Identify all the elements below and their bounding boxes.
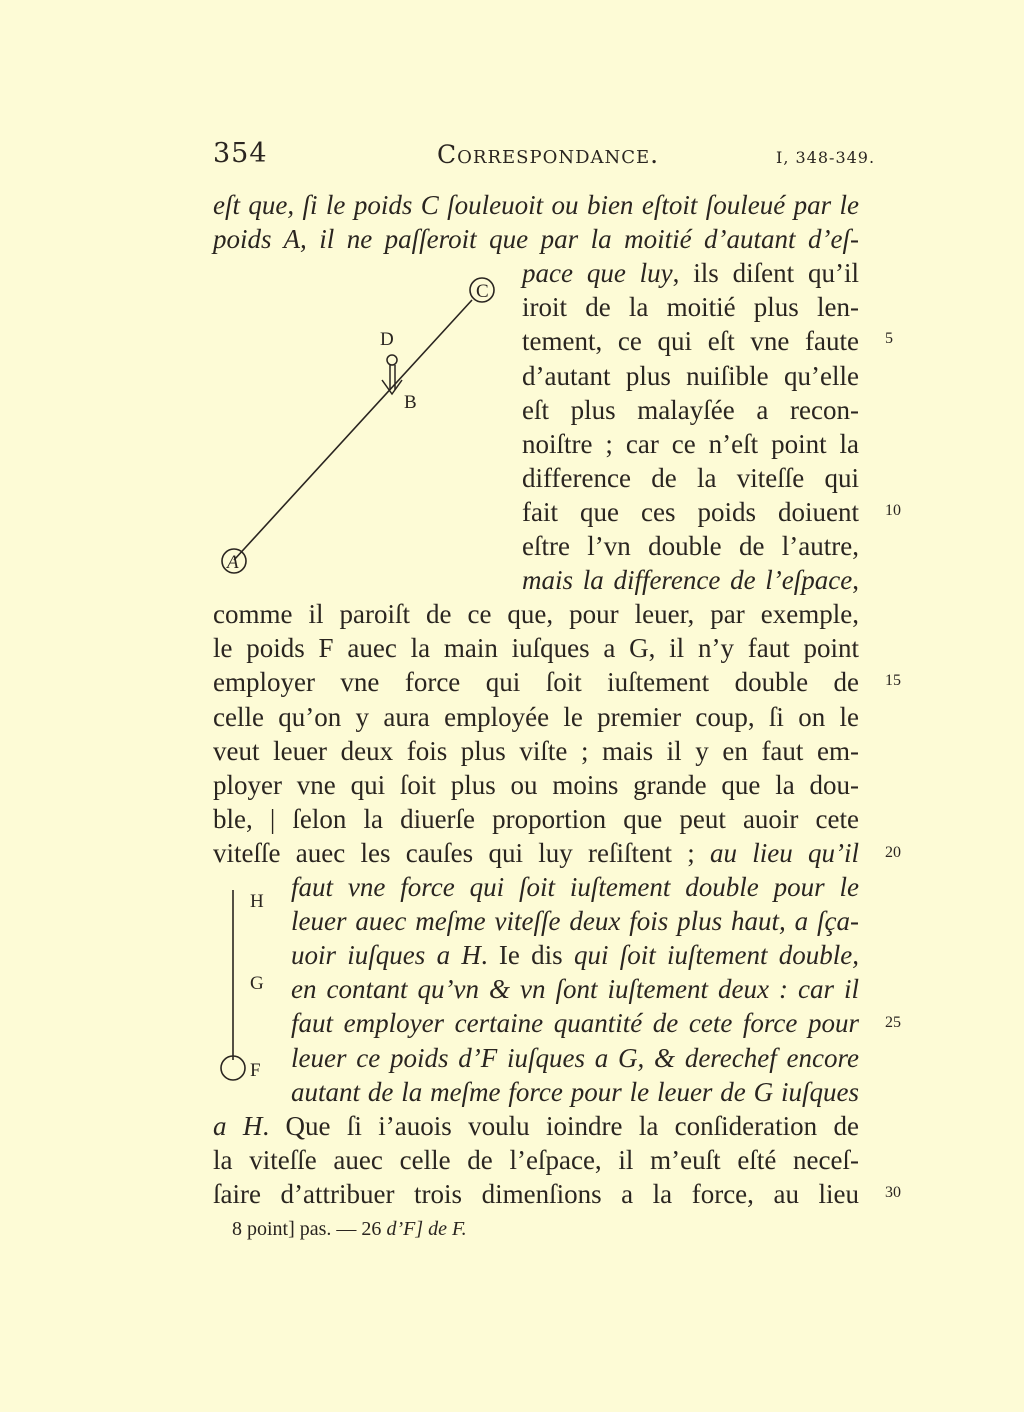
label-a: A <box>227 552 239 573</box>
text-segment: , ils diſent qu’il <box>672 258 860 288</box>
text-line <box>213 802 859 836</box>
text-segment: comme il paroiſt de ce que, pour leuer, par exemple, <box>213 599 859 629</box>
text-line <box>522 563 859 597</box>
text-segment: eſt que, ſi le poids C ſouleuoit ou bien eſtoit ſouleué par le <box>213 190 859 220</box>
text-segment: tement, ce qui eſt vne faute <box>522 326 859 356</box>
text-line <box>522 359 859 393</box>
text-line <box>213 836 859 870</box>
text-line <box>291 1075 859 1109</box>
text-segment: autant de la meſme force pour le leuer de G iuſques <box>291 1077 859 1107</box>
text-segment: f encore <box>769 1043 859 1073</box>
text-segment: ble, | ſelon la diuerſe proportion que peut auoir cete <box>213 804 859 834</box>
text-segment: la viteſſe auec celle de l’eſpace, il m’euſt eſté neceſ- <box>213 1145 859 1175</box>
lever-line <box>234 300 472 560</box>
text-line <box>213 768 859 802</box>
text-segment: leuer ce poids d’F iuſques a G, & dereche <box>291 1043 770 1073</box>
text-segment: leuer auec meſme viteſſe deux fois plus haut, a ſça- <box>291 906 859 936</box>
text-segment: qui ſoit iuſtement double, <box>573 940 859 970</box>
text-segment: le poids F auec la main iuſques a G, il n’y faut point <box>213 633 859 663</box>
text-line <box>291 904 859 938</box>
text-line <box>213 188 859 222</box>
text-line <box>522 256 859 290</box>
label-c: C <box>476 281 489 302</box>
text-segment: . Ie dis <box>480 940 574 970</box>
text-segment: faut employer certaine quantité de cete force pour <box>291 1008 859 1038</box>
text-segment: a H <box>213 1111 263 1141</box>
lever-diagram <box>210 270 510 590</box>
text-line <box>522 427 859 461</box>
text-segment: . Que ſi i’auois voulu ioindre la conſideration de <box>262 1111 859 1141</box>
text-line <box>213 665 859 699</box>
line-number-25: 25 <box>885 1014 901 1031</box>
text-segment: viteſſe auec les cauſes qui luy reſiſtent ; <box>213 838 710 868</box>
text-line <box>522 290 859 324</box>
text-segment: en contant qu’vn & vn ſont iuſtement deux : car il <box>291 974 859 1004</box>
text-line <box>522 324 859 358</box>
line-number-15: 15 <box>885 672 901 689</box>
line-number-5: 5 <box>885 330 893 347</box>
text-segment: fait que ces poids doiuent <box>522 497 859 527</box>
footnote-plain: 8 point] pas. — 26 <box>232 1218 387 1240</box>
text-line <box>213 1109 859 1143</box>
text-segment: d’autant plus nuiſible qu’elle <box>522 361 859 391</box>
text-segment: poids A, il ne paſſeroit que par la moitié d’autant d’eſ- <box>213 224 859 254</box>
text-segment: noiſtre ; car ce n’eſt point la <box>522 429 859 459</box>
running-title: Correspondance. <box>437 140 660 169</box>
text-line <box>291 870 859 904</box>
text-segment: mais la difference de l’eſpace <box>522 565 853 595</box>
text-line <box>291 1006 859 1040</box>
text-segment: employer vne force qui ſoit iuſtement double de <box>213 667 859 697</box>
text-line <box>213 222 859 256</box>
line-number-20: 20 <box>885 844 901 861</box>
text-segment: celle qu’on y aura employée le premier coup, ſi on le <box>213 702 859 732</box>
footnote-italic: d’F] de F. <box>386 1218 467 1240</box>
text-line <box>213 734 859 768</box>
text-segment: difference de la viteſſe qui <box>522 463 859 493</box>
text-segment: au lieu qu’il <box>709 838 859 868</box>
label-h: H <box>250 891 264 912</box>
text-segment: uoir iuſques a H <box>291 940 481 970</box>
text-segment: eſt plus malayſée a recon- <box>522 395 859 425</box>
text-line <box>213 597 859 631</box>
text-segment: ſaire d’attribuer trois dimenſions a la force, au lieu <box>213 1179 859 1209</box>
vertical-lift-diagram <box>210 880 290 1090</box>
line-number-10: 10 <box>885 502 901 519</box>
label-d: D <box>380 329 394 350</box>
text-line <box>522 495 859 529</box>
text-segment: , <box>852 565 859 595</box>
pulley-d <box>387 355 397 365</box>
text-line <box>291 1041 859 1075</box>
text-line <box>213 1177 859 1211</box>
text-segment: ployer vne qui ſoit plus ou moins grande que la dou- <box>213 770 859 800</box>
text-line <box>291 972 859 1006</box>
text-segment: pace que luy <box>522 258 673 288</box>
page-reference: I, 348-349. <box>776 148 876 167</box>
text-line <box>213 1143 859 1177</box>
text-segment: iroit de la moitié plus len- <box>522 292 859 322</box>
label-b: B <box>404 392 417 413</box>
text-segment: veut leuer deux fois plus viſte ; mais il y en faut em- <box>213 736 859 766</box>
label-g: G <box>250 973 264 994</box>
text-segment: faut vne force qui ſoit iuſtement double pour le <box>291 872 859 902</box>
footnote <box>232 1218 467 1241</box>
text-line <box>522 529 859 563</box>
text-segment: eſtre l’vn double de l’autre, <box>522 531 859 561</box>
page-number: 354 <box>213 138 268 169</box>
text-line <box>522 393 859 427</box>
label-f: F <box>250 1060 261 1081</box>
text-line <box>213 631 859 665</box>
text-line <box>213 700 859 734</box>
line-number-30: 30 <box>885 1184 901 1201</box>
text-line <box>522 461 859 495</box>
text-line <box>291 938 859 972</box>
